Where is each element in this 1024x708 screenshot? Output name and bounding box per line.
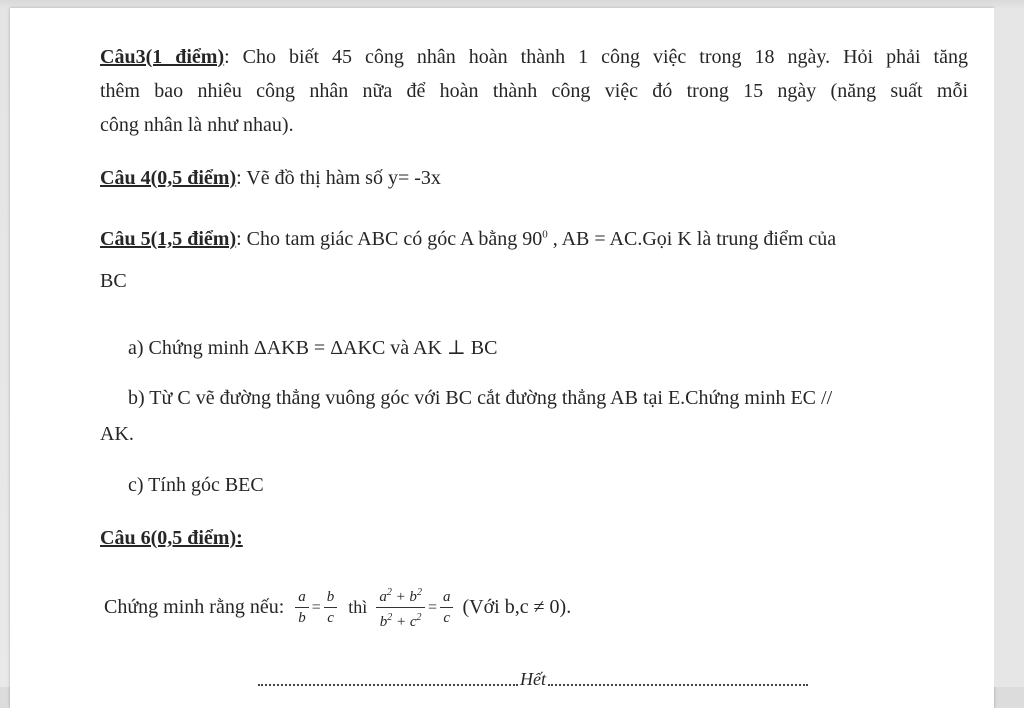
den-term-b: b [379,614,388,630]
num-exponent-a: 2 [386,587,392,598]
den-exponent-c: 2 [416,612,422,623]
fraction-denominator: b [298,610,306,626]
q5-intro-a: : Cho tam giác ABC có góc A bằng 90 [236,228,543,250]
dotted-rule-left [258,684,518,686]
degree-mark: 0 [542,228,548,241]
q3-line-3: công nhân là như nhau). [100,114,294,136]
fraction-numerator: a [295,587,309,608]
q4-line [100,167,441,190]
q4-text: : Vẽ đồ thị hàm số y= -3x [236,167,441,189]
den-term-c: + c [392,614,417,630]
q4-heading: Câu 4(0,5 điểm) [100,167,237,189]
dotted-rule-right [548,684,808,686]
viewer-margin [994,8,1024,687]
fraction-denominator [376,608,425,632]
num-term-b: + b [391,589,417,605]
q3-line-1 [100,46,968,69]
fraction-sum-of-squares [376,583,425,632]
q6-statement [104,583,571,632]
q5-part-a: a) Chứng minh ΔAKB = ΔAKC và AK ⊥ BC [128,337,498,359]
fraction-denominator: c [443,610,451,626]
fraction-denominator: c [327,610,334,626]
fraction-a-over-b [295,587,309,628]
fraction-b-over-c [324,587,338,628]
q6-condition: (Với b,c ≠ 0). [462,596,572,618]
q5-part-b-line-2: AK. [100,423,134,445]
equals-sign: = [427,598,437,616]
q5-line-2: BC [100,270,127,292]
q3-text-1: : Cho biết 45 công nhân hoàn thành 1 công việc trong 18 ngày. Hỏi phải tăng [224,46,968,68]
equals-sign: = [311,598,321,616]
fraction-numerator: a [440,587,454,608]
q3-heading: Câu3(1 điểm) [100,46,225,68]
q5-part-c: c) Tính góc BEC [128,474,264,496]
q3-line-2: thêm bao nhiêu công nhân nữa để hoàn thành công việc đó trong 15 ngày (năng suất mỗi [100,80,968,102]
num-exponent-b: 2 [416,587,422,598]
q5-part-b-line-1: b) Từ C vẽ đường thẳng vuông góc với BC cắt đường thẳng AB tại E.Chứng minh EC // [128,387,833,409]
fraction-a-over-c [440,587,454,628]
den-exponent-b: 2 [387,612,393,623]
fraction-numerator: b [324,587,338,608]
q6-then: thì [348,597,368,617]
num-term-a: a [379,589,387,605]
q5-intro-b: , AB = AC.Gọi K là trung điểm của [547,228,837,250]
q6-heading: Câu 6(0,5 điểm): [100,527,243,549]
q5-heading: Câu 5(1,5 điểm) [100,228,237,250]
q5-line-1 [100,228,836,251]
q6-prefix: Chứng minh rằng nếu: [104,596,285,618]
fraction-numerator [376,583,425,608]
end-text: Hết [520,669,546,689]
